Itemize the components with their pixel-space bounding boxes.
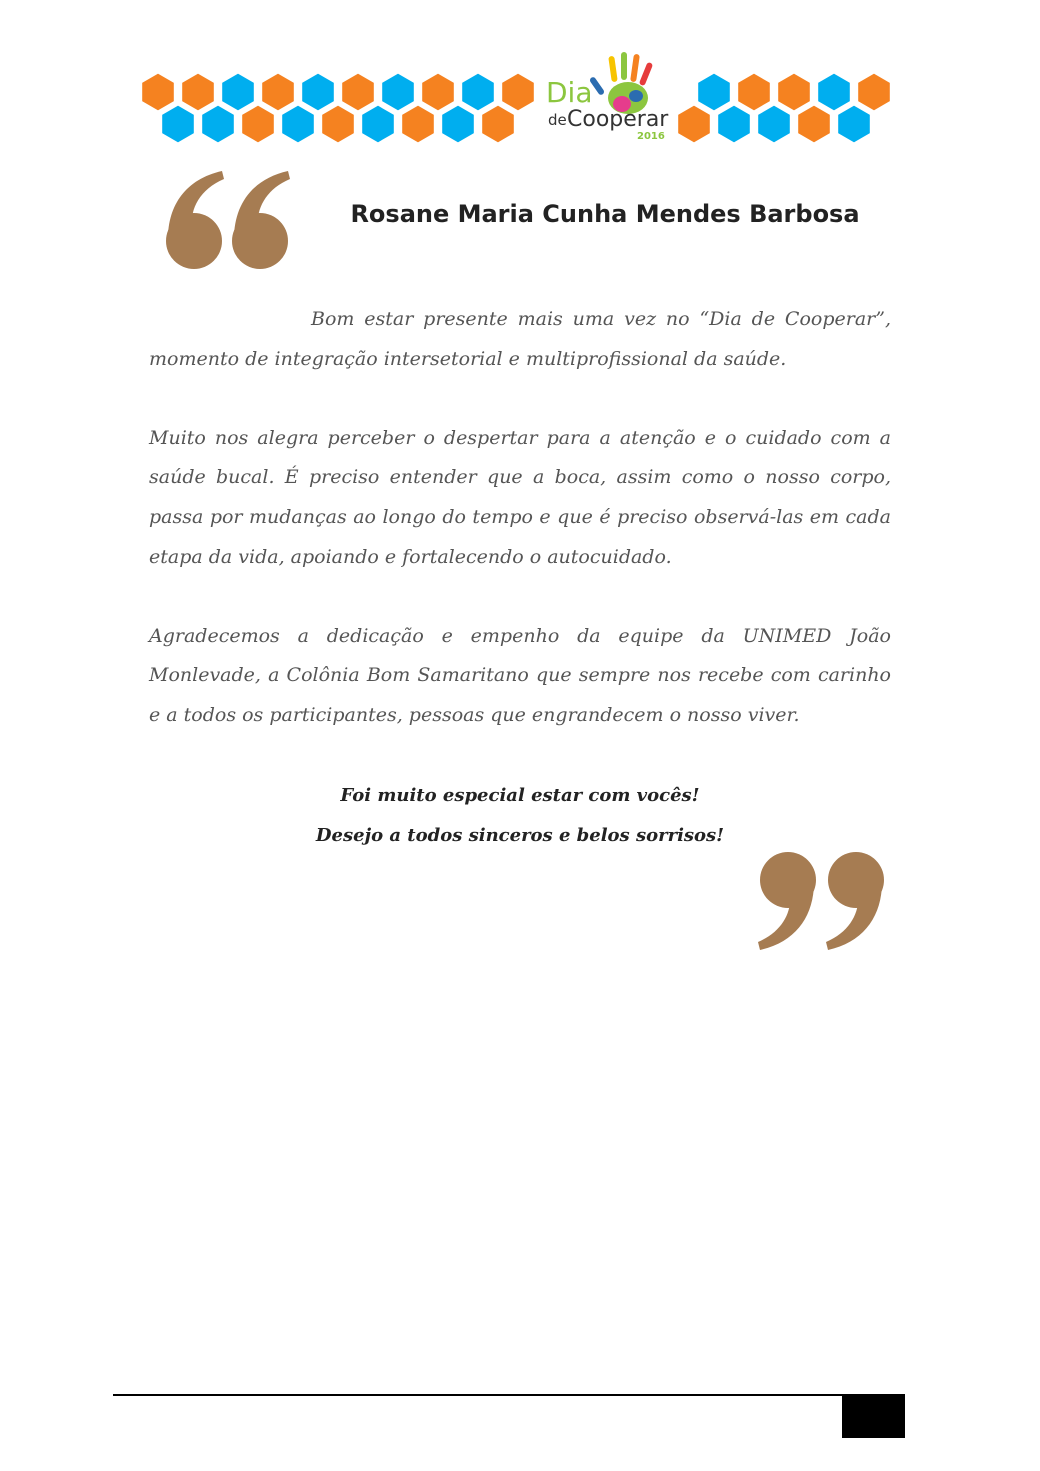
logo bbox=[546, 52, 669, 142]
hexagon-tile bbox=[341, 72, 376, 112]
hexagon-tile bbox=[757, 104, 792, 144]
hexagon-tile bbox=[697, 72, 732, 112]
author-name: Rosane Maria Cunha Mendes Barbosa bbox=[350, 200, 860, 228]
hexagon-tile bbox=[501, 72, 536, 112]
page-number-box bbox=[842, 1396, 905, 1438]
closing-message bbox=[149, 776, 891, 855]
logo-year: 2016 bbox=[637, 131, 665, 142]
hand-icon bbox=[589, 52, 653, 114]
hexagon-tile bbox=[181, 72, 216, 112]
footer-rule bbox=[113, 1394, 905, 1396]
hexagon-tile bbox=[837, 104, 872, 144]
hexagon-tile bbox=[461, 72, 496, 112]
hexagon-tile bbox=[777, 72, 812, 112]
open-quote-icon bbox=[160, 165, 300, 275]
paragraph-3: Agradecemos a dedicação e empenho da equipe da UNIMED João Monlevade, a Colônia Bom Samaritano que sempre nos recebe com carinho e a todos os participantes, pessoas que engrandecem o nosso viver. bbox=[149, 624, 891, 726]
hexagon-tile bbox=[737, 72, 772, 112]
hexagon-tile bbox=[241, 104, 276, 144]
hexagon-tile bbox=[361, 104, 396, 144]
paragraph-2: Muito nos alegra perceber o despertar para a atenção e o cuidado com a saúde bucal. É preciso entender que a boca, assim como o nosso corpo, passa por mudanças ao longo do tempo e que é preciso observá-las em cada etapa da vida, apoiando e fortalecendo o autocuidado. bbox=[149, 426, 891, 568]
hexagon-tile bbox=[201, 104, 236, 144]
hexagon-tile bbox=[677, 104, 712, 144]
hexagon-tile bbox=[717, 104, 752, 144]
hexagon-tile bbox=[441, 104, 476, 144]
logo-word-cooperar: Cooperar bbox=[567, 107, 669, 132]
hexagon-tile bbox=[161, 104, 196, 144]
body-text bbox=[149, 300, 891, 775]
hexagon-tile bbox=[481, 104, 516, 144]
paragraph-1: Bom estar presente mais uma vez no “Dia de Cooperar”, momento de integração intersetorial e multiprofissional da saúde. bbox=[149, 308, 891, 370]
hexagon-tile bbox=[421, 72, 456, 112]
closing-line-2: Desejo a todos sinceros e belos sorrisos! bbox=[315, 824, 725, 846]
hexagon-tile bbox=[141, 72, 176, 112]
header-banner bbox=[138, 46, 892, 146]
hexagon-tile bbox=[261, 72, 296, 112]
closing-line-1: Foi muito especial estar com vocês! bbox=[340, 785, 700, 806]
hexagon-pattern bbox=[138, 46, 892, 146]
hexagon-tile bbox=[321, 104, 356, 144]
hexagon-tile bbox=[221, 72, 256, 112]
logo-word-dia: Dia bbox=[546, 76, 593, 109]
hexagon-tile bbox=[817, 72, 852, 112]
hexagon-tile bbox=[381, 72, 416, 112]
hexagon-tile bbox=[301, 72, 336, 112]
hexagon-tile bbox=[857, 72, 892, 112]
hexagon-tile bbox=[401, 104, 436, 144]
close-quote-icon bbox=[752, 848, 892, 958]
hexagon-tile bbox=[281, 104, 316, 144]
hexagon-tile bbox=[797, 104, 832, 144]
logo-word-de: de bbox=[548, 111, 567, 129]
